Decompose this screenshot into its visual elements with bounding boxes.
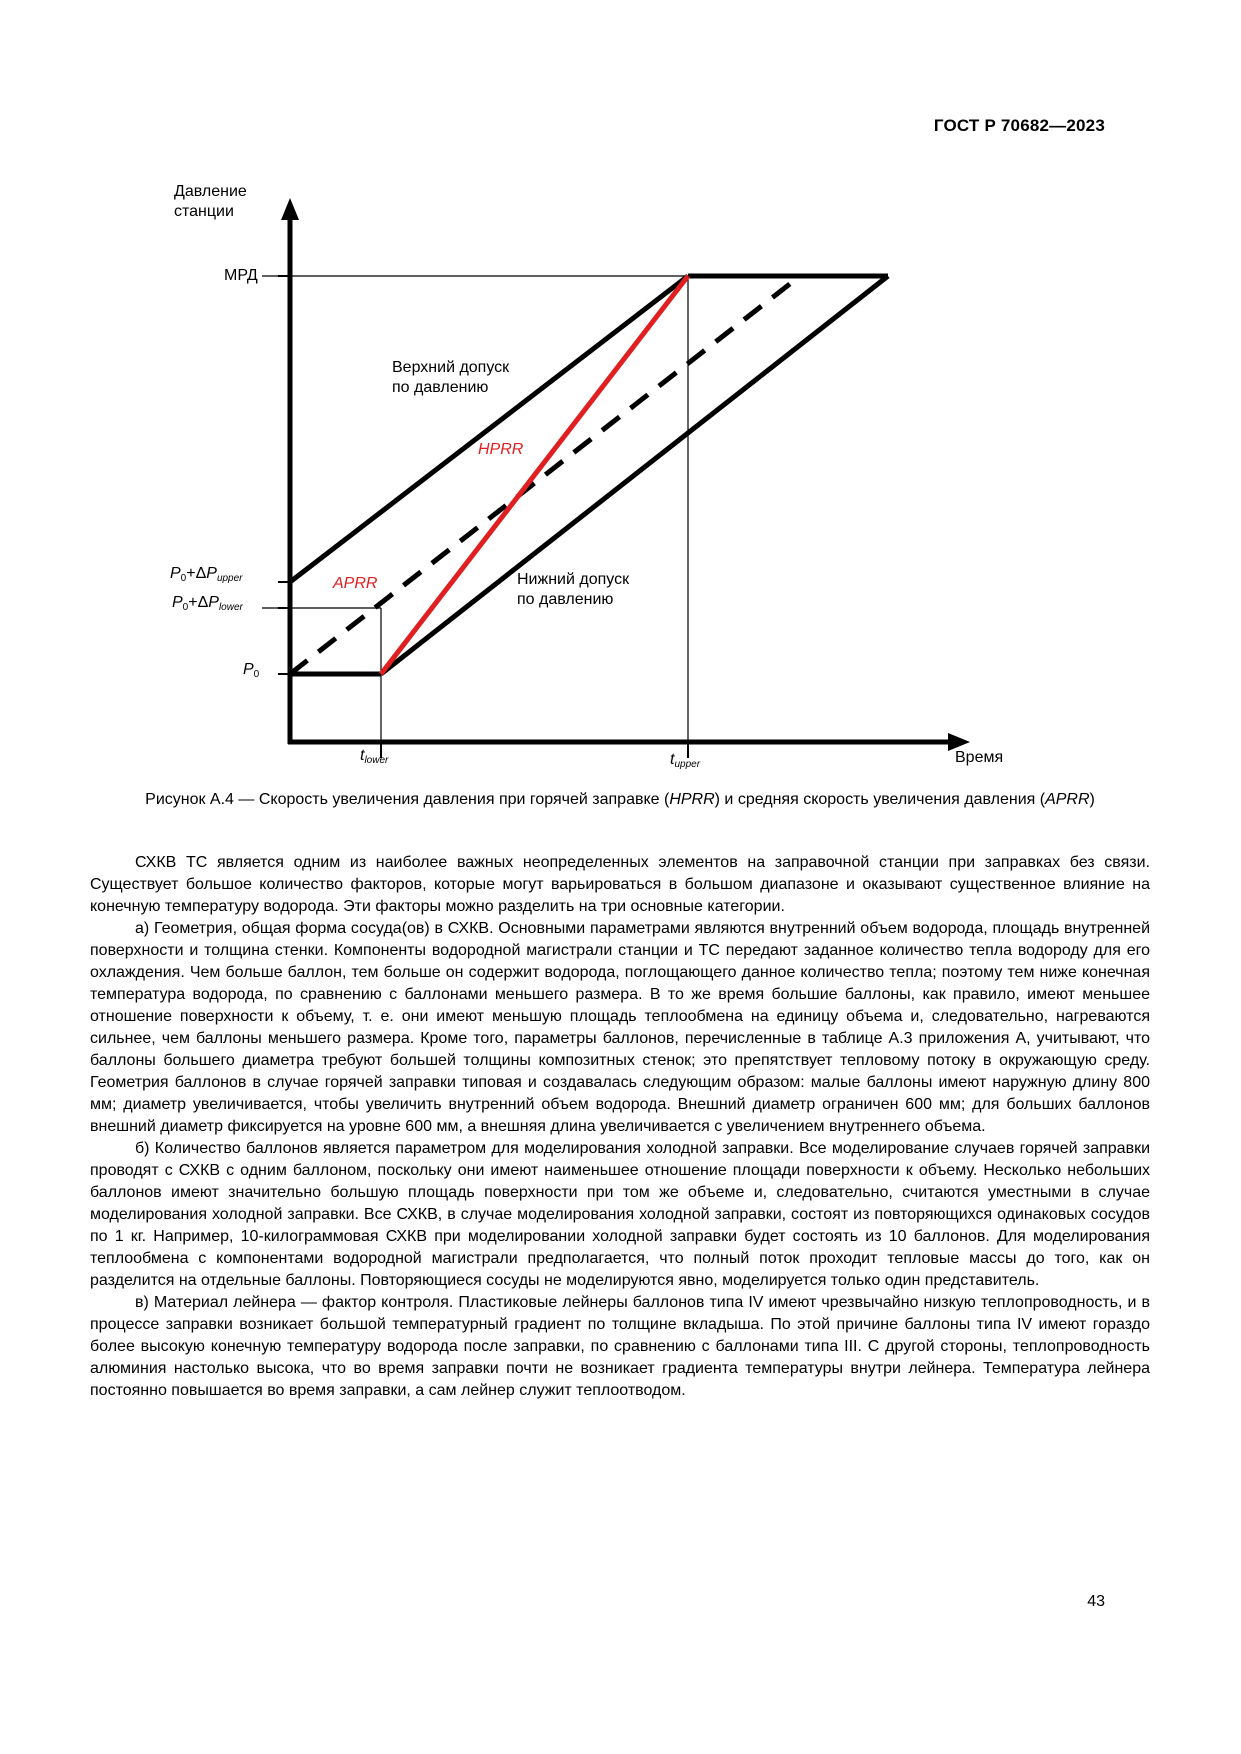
caption-aprr: APRR <box>1045 791 1090 808</box>
p-upper-base: P <box>170 565 181 582</box>
p-lower-var: P <box>208 594 219 611</box>
lower-tolerance-label <box>517 570 629 610</box>
t-upper-base: t <box>670 751 675 768</box>
p-lower-label <box>172 593 243 618</box>
lower-tolerance-line <box>381 276 888 674</box>
p-lower-sub: lower <box>218 602 243 613</box>
average-rate-dashed-line <box>290 276 800 674</box>
p-upper-sub0: 0 <box>180 573 187 584</box>
p-lower-plus: +Δ <box>188 594 209 611</box>
aprr-label: APRR <box>333 575 378 592</box>
y-axis-title-line1: Давление <box>174 183 247 200</box>
lower-tolerance-line1: Нижний допуск <box>517 571 630 588</box>
caption-hprr: HPRR <box>669 791 715 808</box>
mpd-label: МРД <box>224 267 258 284</box>
paragraph: СХКВ ТС является одним из наиболее важных неопределенных элементов на заправочной станции при заправках без связи. Существует большое количество факторов, которые могут варьироваться в большом диапазоне и оказывают существенное влияние на конечную температуру водорода. Эти факторы можно разделить на три основные категории. <box>90 854 1150 915</box>
page-number: 43 <box>1087 1593 1105 1610</box>
body-text <box>90 852 1150 1402</box>
t-lower-label <box>360 746 388 771</box>
p-upper-sub: upper <box>216 573 243 584</box>
t-upper-label <box>670 750 700 775</box>
pressure-rate-figure <box>0 0 1241 800</box>
paragraph: а) Геометрия, общая форма сосуда(ов) в СХКВ. Основными параметрами являются внутренний объем водорода, площадь внутренней поверхности и толщина стенки. Компоненты водородной магистрали станции и ТС передают заданное количество тепла водороду для его охлаждения. Чем больше баллон, тем больше он содержит водорода, поглощающего данное количество тепла; поэтому тем ниже конечная температура водорода, по сравнению с баллонами меньшего размера. В то же время большие баллоны, как правило, имеют меньшее отношение поверхности к объему, т. е. они имеют меньшую площадь теплообмена на единицу объема и, следовательно, нагреваются сильнее, чем баллоны меньшего размера. Кроме того, параметры баллонов, перечисленные в таблице А.3 приложения А, учитывают, что баллоны большего диаметра требуют большей толщины композитных стенок; это препятствует тепловому потоку в окружающую среду. Геометрия баллонов в случае горячей заправки типовая и создавалась следующим образом: малые баллоны имеют наружную длину 800 мм; диаметр увеличивается, чтобы увеличить внутренний объем водорода. Внешний диаметр ограничен 600 мм; для больших баллонов внешний диаметр фиксируется на уровне 600 мм, а внешняя длина увеличивается с увеличением внутреннего объема. <box>90 920 1150 1135</box>
x-axis-title: Время <box>955 749 1004 766</box>
p-upper-label <box>170 564 243 589</box>
hprr-label: HPRR <box>478 441 524 458</box>
y-axis-arrow-icon <box>281 198 299 220</box>
p0-base: P <box>243 661 254 678</box>
p-upper-plus: +Δ <box>186 565 207 582</box>
t-lower-sub: lower <box>364 755 389 766</box>
paragraph: б) Количество баллонов является параметром для моделирования холодной заправки. Все моделирование случаев горячей заправки проводят с СХКВ с одним баллоном, поскольку они имеют наименьшее отношение площади поверхности к объему. Несколько небольших баллонов имеют значительно большую площадь поверхности при том же объеме и, следовательно, считаются уместными в случае моделирования холодной заправки. Все СХКВ, в случае моделирования холодной заправки, состоят из повторяющихся одинаковых сосудов по 1 кг. Например, 10-килограммовая СХКВ при моделировании холодной заправки будет состоять из 10 баллонов. Для моделирования теплообмена с компонентами водородной магистрали предполагается, что полный поток проходит тепловые массы до того, как он разделится на отдельные баллоны. Повторяющиеся сосуды не моделируются явно, моделируется только один представитель. <box>90 1140 1150 1289</box>
caption-part1: Рисунок А.4 — Скорость увеличения давления при горячей заправке ( <box>145 791 670 808</box>
caption-part2: ) и средняя скорость увеличения давления ( <box>714 791 1046 808</box>
y-axis-title <box>174 182 247 222</box>
p0-sub: 0 <box>253 669 260 680</box>
upper-tolerance-line1: Верхний допуск <box>392 359 510 376</box>
paragraph: в) Материал лейнера — фактор контроля. Пластиковые лейнеры баллонов типа IV имеют чрезвычайно низкую теплопроводность, и в процессе заправки возникает большой температурный градиент по толщине вкладыша. По этой причине баллоны типа IV имеют гораздо более высокую конечную температуру водорода после заправки, по сравнению с баллонами типа III. С другой стороны, теплопроводность алюминия настолько высока, что во время заправки почти не возникает градиента температуры внутри лейнера. Температура лейнера постоянно повышается во время заправки, а сам лейнер служит теплоотводом. <box>90 1294 1150 1399</box>
upper-tolerance-line2: по давлению <box>392 379 489 396</box>
p-lower-base: P <box>172 594 183 611</box>
p-lower-sub0: 0 <box>182 602 189 613</box>
caption-part3: ) <box>1089 791 1095 808</box>
y-axis-title-line2: станции <box>174 203 234 220</box>
t-lower-base: t <box>360 747 365 764</box>
p-upper-var: P <box>206 565 217 582</box>
t-upper-sub: upper <box>674 759 701 770</box>
lower-tolerance-line2: по давлению <box>517 591 614 608</box>
figure-caption <box>90 790 1150 810</box>
upper-tolerance-label <box>392 358 509 398</box>
pressure-diagram <box>0 0 1241 800</box>
p0-label <box>243 660 259 685</box>
document-header: ГОСТ Р 70682—2023 <box>933 116 1105 135</box>
